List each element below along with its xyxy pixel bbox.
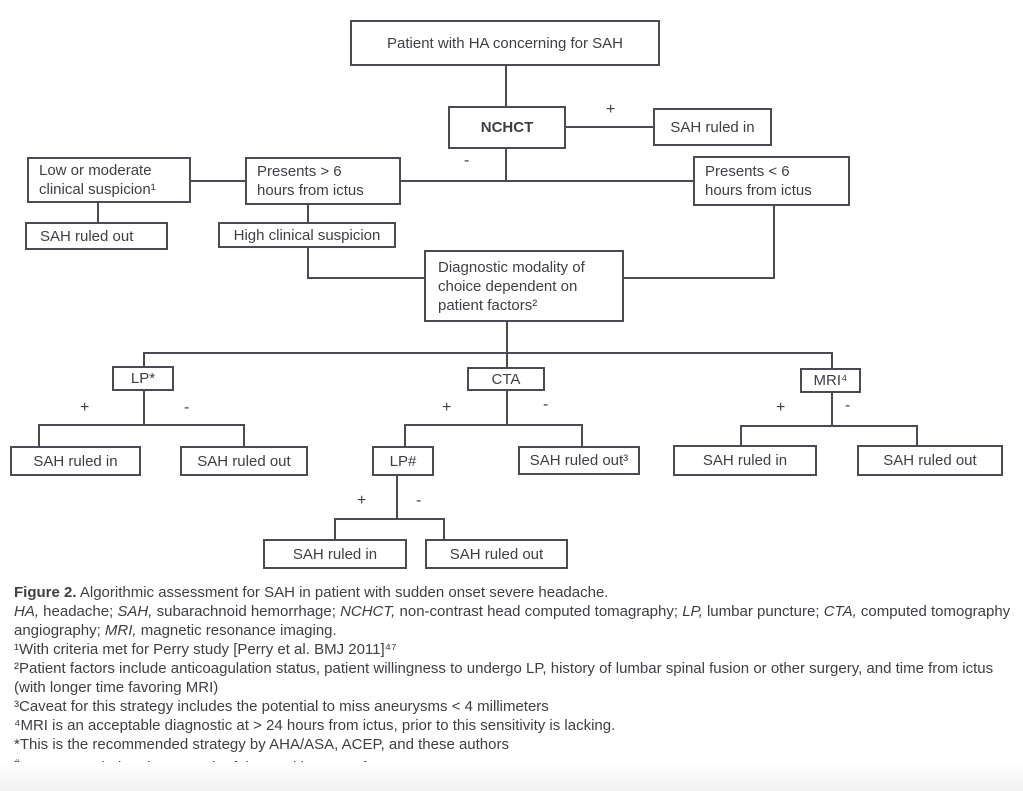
connector-cta-negative (581, 424, 583, 446)
connector-gt6-lt6 (401, 180, 693, 182)
node-sah-ruled-in-nchct: SAH ruled in (653, 108, 772, 146)
label-lp-plus: + (80, 399, 90, 416)
connector-nchct-positive (566, 126, 653, 128)
label-nchct-plus: + (606, 101, 616, 118)
abbrev-sah-def: subarachnoid hemorrhage; (152, 603, 341, 620)
node-diagnostic-line3: patient factors² (438, 296, 538, 314)
node-diagnostic-line2: choice dependent on (438, 277, 578, 295)
abbrev-ha: HA, (14, 603, 40, 620)
label-cta-plus: + (442, 399, 452, 416)
connector-lphash-split (334, 518, 445, 520)
caption-title-text: Algorithmic assessment for SAH in patient with sudden onset severe headache. (76, 584, 609, 601)
label-lp-minus: - (184, 399, 190, 416)
connector-mri-positive (740, 425, 742, 445)
node-nchct: NCHCT (448, 106, 566, 149)
caption-abbreviations (14, 602, 1014, 640)
connector-gt6-highsuspicion (307, 205, 309, 222)
connector-lp-negative (243, 424, 245, 446)
node-mri: MRI⁴ (800, 368, 861, 393)
node-diagnostic-modality (424, 250, 624, 322)
node-diagnostic-line1: Diagnostic modality of (438, 258, 585, 276)
label-lphash-plus: + (357, 492, 367, 509)
footnote-3: ³Caveat for this strategy includes the potential to miss aneurysms < 4 millimeters (14, 698, 549, 715)
node-sah-ruled-out-lp: SAH ruled out (180, 446, 308, 476)
node-sah-ruled-out-lphash: SAH ruled out (425, 539, 568, 569)
abbrev-lp: LP, (682, 603, 703, 620)
connector-branch-cta (506, 352, 508, 367)
node-low-moderate-line1: Low or moderate (39, 162, 152, 179)
abbrev-nchct: NCHCT, (340, 603, 396, 620)
connector-mri-negative (916, 425, 918, 445)
node-presents-gt6-line2: hours from ictus (257, 182, 364, 199)
node-high-clinical-suspicion: High clinical suspicion (218, 222, 396, 248)
abbrev-mri: MRI, (104, 622, 137, 639)
connector-cta-down (506, 391, 508, 424)
footnote-4: ⁴MRI is an acceptable diagnostic at > 24 hours from ictus, prior to this sensitivity is lacking. (14, 717, 616, 734)
connector-lt6-down (773, 206, 775, 279)
node-sah-ruled-in-mri: SAH ruled in (673, 445, 817, 476)
footnote-5: *This is the recommended strategy by AHA/ASA, ACEP, and these authors (14, 736, 509, 753)
connector-highsuspicion-down (307, 248, 309, 279)
node-sah-ruled-in-lp: SAH ruled in (10, 446, 141, 476)
node-sah-ruled-out-cta: SAH ruled out³ (518, 446, 640, 475)
node-lp-star: LP* (112, 366, 174, 391)
connector-lp-split (38, 424, 245, 426)
label-mri-plus: + (776, 399, 786, 416)
label-cta-minus: - (543, 396, 549, 413)
connector-lphash-positive (334, 518, 336, 539)
node-presents-lt6 (693, 156, 850, 206)
connector-lp-down (143, 391, 145, 424)
abbrev-sah: SAH, (117, 603, 153, 620)
connector-lowmod-ruledout (97, 203, 99, 222)
connector-nchct-negative (505, 149, 507, 182)
node-presents-lt6-line2: hours from ictus (705, 182, 812, 199)
footnote-2: ²Patient factors include anticoagulation status, patient willingness to undergo LP, history of lumbar spinal fusion or other surgery, and time from ictus (with longer time favoring MRI) (14, 660, 994, 696)
caption-title (14, 583, 1014, 602)
caption-figure-label: Figure 2. (14, 584, 77, 601)
label-lphash-minus: - (416, 492, 422, 509)
footnote-1: ¹With criteria met for Perry study [Perry et al. BMJ 2011]⁴⁷ (14, 641, 397, 658)
label-nchct-minus: - (464, 152, 470, 169)
figure-caption (14, 583, 1014, 777)
page-bottom-strip (0, 762, 1023, 791)
node-presents-gt6-line1: Presents > 6 (257, 163, 342, 180)
connector-lt6-diagnostic (624, 277, 775, 279)
connector-cta-split (404, 424, 583, 426)
abbrev-cta-def: computed tomography angiography; (14, 603, 1011, 639)
node-patient-ha: Patient with HA concerning for SAH (350, 20, 660, 66)
abbrev-lp-def: lumbar puncture; (702, 603, 824, 620)
node-presents-lt6-line1: Presents < 6 (705, 163, 790, 180)
connector-diagnostic-branch (506, 322, 508, 354)
connector-branch-main (143, 352, 833, 354)
connector-cta-positive (404, 424, 406, 446)
node-sah-ruled-out-suspicion: SAH ruled out (25, 222, 168, 250)
node-lp-hash: LP# (372, 446, 434, 476)
label-mri-minus: - (845, 397, 851, 414)
connector-mri-split (740, 425, 918, 427)
connector-branch-lp (143, 352, 145, 366)
node-sah-ruled-out-mri: SAH ruled out (857, 445, 1003, 476)
node-presents-gt6 (245, 157, 401, 205)
abbrev-mri-def: magnetic resonance imaging. (136, 622, 337, 639)
connector-highsuspicion-diagnostic (307, 277, 424, 279)
abbrev-cta: CTA, (823, 603, 857, 620)
node-low-moderate-suspicion (27, 157, 191, 203)
connector-lp-positive (38, 424, 40, 446)
connector-branch-mri (831, 352, 833, 368)
connector-mri-down (831, 393, 833, 425)
node-cta: CTA (467, 367, 545, 391)
abbrev-nchct-def: non-contrast head computed tomagraphy; (395, 603, 683, 620)
connector-lowmod-gt6 (191, 180, 245, 182)
abbrev-ha-def: headache; (39, 603, 118, 620)
connector-lphash-negative (443, 518, 445, 539)
node-low-moderate-line2: clinical suspicion¹ (39, 181, 156, 198)
connector-lphash-down (396, 476, 398, 518)
node-sah-ruled-in-lphash: SAH ruled in (263, 539, 407, 569)
connector-patient-nchct (505, 66, 507, 106)
